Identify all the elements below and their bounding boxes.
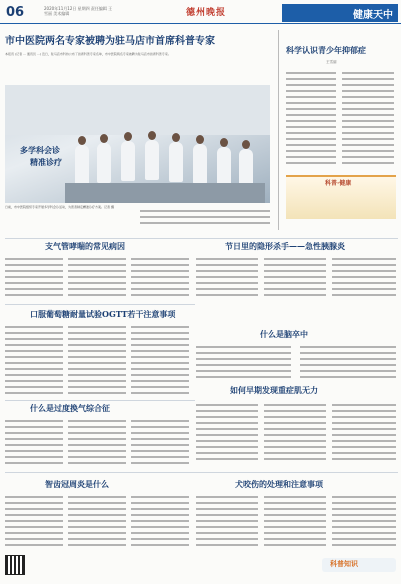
side-banner-text: 科普·健康 [325,180,352,187]
article-title-hyperventilation: 什么是过度换气综合征 [30,403,110,413]
article-title-pancreatitis: 节日里的隐形杀手——急性胰腺炎 [225,241,345,251]
footer-label: 科普知识 [330,560,358,568]
main-headline: 市中医院两名专家被聘为驻马店市首席科普专家 [5,36,215,47]
photo-caption: 日前，市中医院组织专家开展多学科会诊活动，为患者制定精准诊疗方案。记者 摄 [5,205,114,209]
photo-text-line1: 多学科会诊 [20,146,60,155]
side-article-title: 科学认识青少年抑郁症 [286,45,366,55]
issue-date-line: 2020年11月12日 星期四 责任编辑 王雪丽 美术编辑 [44,6,113,16]
article-title-stroke: 什么是脑卒中 [260,329,308,339]
page-number: 06 [6,5,25,20]
main-photo [5,85,270,203]
article-title-dog-bite: 犬咬伤的处理和注意事项 [235,479,323,489]
article-title-ogtt: 口服葡萄糖耐量试验OGTT若干注意事项 [30,309,176,319]
article-title-myasthenia: 如何早期发现重症肌无力 [230,385,318,395]
article-title-wisdom-tooth: 智齿冠周炎是什么 [45,479,109,489]
column-divider [278,30,279,230]
section-title: 健康天中 [353,10,393,21]
newspaper-logo: 德州晚报 [186,8,227,18]
article-title-asthma: 支气管哮喘的常见病因 [45,241,125,251]
photo-text-line2: 精准诊疗 [30,158,62,167]
qr-code-icon [5,555,25,575]
main-lead: 本报讯 (记者 ... 通讯员 ...) 近日，驻马店市科协公布了首席科普专家名单，市中医院两名专家被聘为驻马店市首席科普专家。 [5,52,171,56]
side-article-author: 王雪丽 [326,60,337,64]
header-rule [0,23,401,24]
